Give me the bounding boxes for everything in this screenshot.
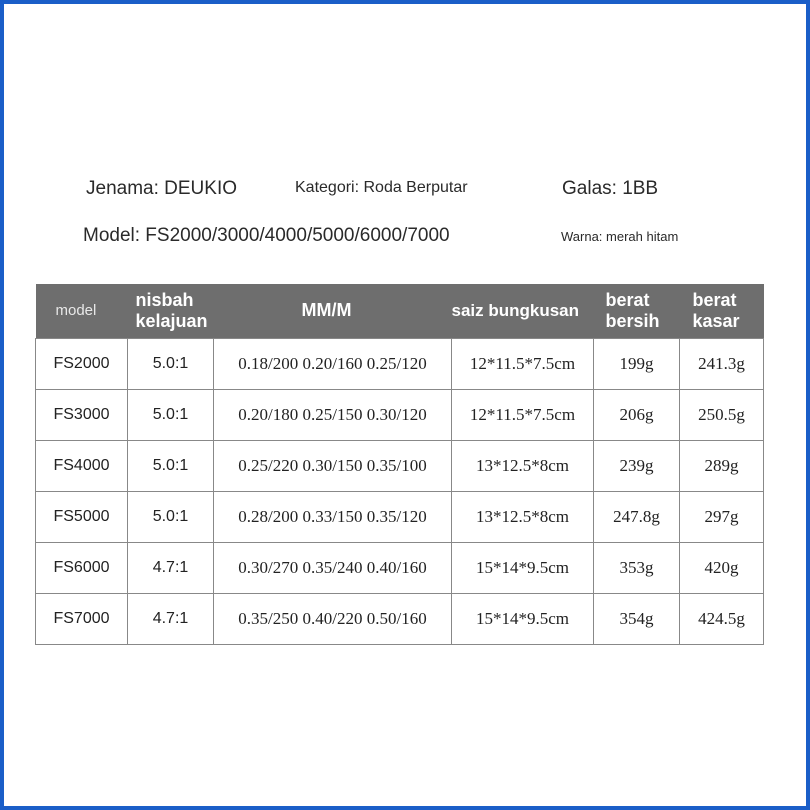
cell-model: FS3000 [36, 389, 128, 440]
spec-table [35, 284, 764, 645]
cell-package-size: 13*12.5*8cm [452, 491, 594, 542]
cell-line-capacity: 0.35/250 0.40/220 0.50/160 [214, 593, 452, 644]
cell-package-size: 15*14*9.5cm [452, 593, 594, 644]
column-header-ratio: nisbah kelajuan [128, 284, 214, 338]
cell-gross-weight: 424.5g [680, 593, 764, 644]
cell-ratio: 5.0:1 [128, 389, 214, 440]
cell-net-weight: 239g [594, 440, 680, 491]
cell-gross-weight: 297g [680, 491, 764, 542]
cell-ratio: 5.0:1 [128, 491, 214, 542]
cell-gross-weight: 420g [680, 542, 764, 593]
cell-line-capacity: 0.30/270 0.35/240 0.40/160 [214, 542, 452, 593]
cell-net-weight: 247.8g [594, 491, 680, 542]
column-header-model: model [36, 284, 128, 338]
cell-ratio: 4.7:1 [128, 542, 214, 593]
table-header-row [36, 284, 764, 338]
cell-line-capacity: 0.18/200 0.20/160 0.25/120 [214, 338, 452, 389]
column-header-line-capacity: MM/M [214, 284, 452, 338]
table-row [36, 491, 764, 542]
column-header-package-size: saiz bungkusan [452, 284, 594, 338]
table-row [36, 593, 764, 644]
cell-ratio: 5.0:1 [128, 440, 214, 491]
bearing-label: Galas: 1BB [562, 178, 659, 199]
cell-gross-weight: 289g [680, 440, 764, 491]
table-row [36, 389, 764, 440]
cell-net-weight: 199g [594, 338, 680, 389]
cell-line-capacity: 0.25/220 0.30/150 0.35/100 [214, 440, 452, 491]
column-header-gross-weight: berat kasar [680, 284, 764, 338]
cell-model: FS4000 [36, 440, 128, 491]
cell-net-weight: 206g [594, 389, 680, 440]
cell-package-size: 12*11.5*7.5cm [452, 389, 594, 440]
cell-model: FS5000 [36, 491, 128, 542]
cell-net-weight: 354g [594, 593, 680, 644]
cell-model: FS2000 [36, 338, 128, 389]
cell-package-size: 15*14*9.5cm [452, 542, 594, 593]
cell-model: FS6000 [36, 542, 128, 593]
cell-line-capacity: 0.20/180 0.25/150 0.30/120 [214, 389, 452, 440]
cell-ratio: 5.0:1 [128, 338, 214, 389]
cell-package-size: 13*12.5*8cm [452, 440, 594, 491]
cell-net-weight: 353g [594, 542, 680, 593]
models-label: Model: FS2000/3000/4000/5000/6000/7000 [83, 225, 450, 246]
cell-line-capacity: 0.28/200 0.33/150 0.35/120 [214, 491, 452, 542]
cell-gross-weight: 250.5g [680, 389, 764, 440]
cell-gross-weight: 241.3g [680, 338, 764, 389]
cell-model: FS7000 [36, 593, 128, 644]
table-row [36, 542, 764, 593]
cell-ratio: 4.7:1 [128, 593, 214, 644]
table-row [36, 338, 764, 389]
column-header-net-weight: berat bersih [594, 284, 680, 338]
table-row [36, 440, 764, 491]
brand-label: Jenama: DEUKIO [86, 178, 237, 199]
category-label: Kategori: Roda Berputar [295, 179, 468, 196]
cell-package-size: 12*11.5*7.5cm [452, 338, 594, 389]
color-label: Warna: merah hitam [561, 229, 679, 244]
